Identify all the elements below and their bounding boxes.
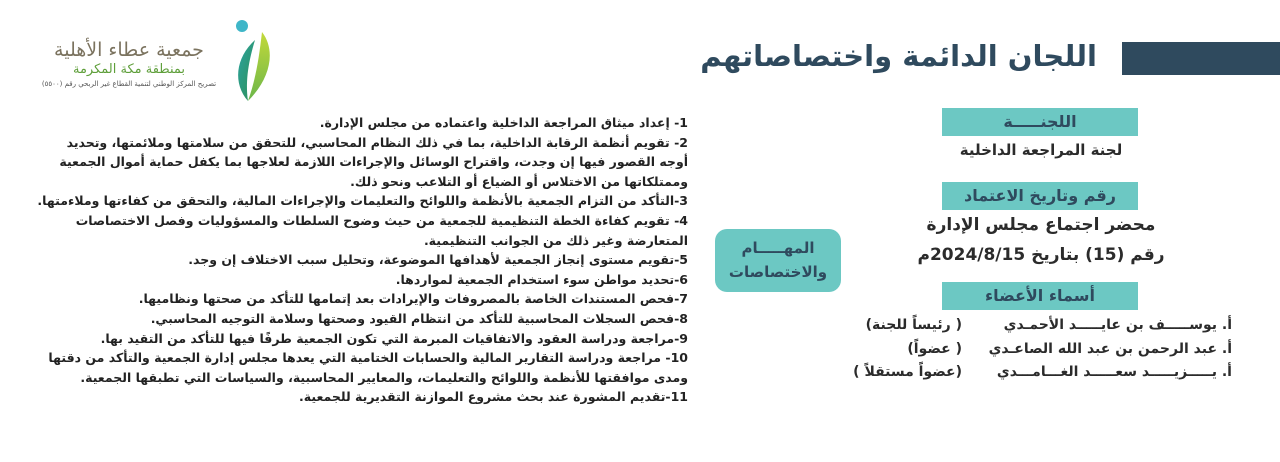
- task-line: وممتلكاتها من الاختلاس أو الضياع أو التلاعب ونحو ذلك.: [350, 173, 688, 189]
- task-line: 11-تقديم المشورة عند بحث مشروع الموازنة التقديرية للجمعية.: [299, 389, 688, 405]
- org-name: جمعية عطاء الأهلية: [54, 39, 204, 61]
- task-line: ومدى موافقتها للأنظمة واللوائح والتعليمات، والمعايير المحاسبية، والسياسات التي تطبقها الجمعية.: [80, 369, 688, 385]
- committee-label: اللجنـــــة: [942, 108, 1138, 136]
- task-line: 5-تقويم مستوى إنجاز الجمعية لأهدافها الموضوعة، وتحليل سبب الاختلاف إن وجد.: [188, 252, 688, 268]
- task-line: أوجه القصور فيها إن وجدت، واقتراح الوسائل والإجراءات اللازمة لعلاجها بما يكفل حماية أموال الجمعية: [59, 154, 688, 170]
- task-line: 10- مراجعة ودراسة التقارير المالية والحسابات الختامية التي يعدها مجلس إدارة الجمعية والتأكد من دقتها: [48, 350, 688, 366]
- page-title: اللجان الدائمة واختصاصاتهم: [700, 39, 1097, 73]
- leaf-logo-icon: [226, 18, 274, 104]
- tasks-list: [37, 113, 688, 407]
- tasks-label-line: والاختصاصات: [728, 263, 828, 281]
- member-role: ( عضواً): [907, 341, 962, 357]
- member-role: ( رئيساً للجنة): [865, 317, 962, 333]
- task-line: 3-التأكد من التزام الجمعية بالأنظمة واللوائح والتعليمات والإجراءات المالية، والتحقق من كفاءتها وملاءمتها.: [37, 193, 688, 209]
- member-name: أ. يوســـــف بن عايـــــد الأحمـدي: [1003, 317, 1232, 333]
- member-name: أ. عبد الرحمن بن عبد الله الصاعـدي: [988, 341, 1232, 357]
- task-line: 6-تحديد مواطن سوء استخدام الجمعية لمواردها.: [395, 271, 688, 287]
- task-line: المتعارضة وغير ذلك من الجوانب التنظيمية.: [423, 232, 688, 248]
- approval-label: رقم وتاريخ الاعتماد: [942, 182, 1138, 210]
- task-line: 9-مراجعة ودراسة العقود والاتفاقيات المبرمة التي تكون الجمعية طرفًا فيها للتأكد من التقيد بها.: [100, 330, 688, 346]
- header-accent-bar: [1122, 42, 1280, 75]
- tasks-label-pill: [715, 229, 841, 292]
- task-line: 1- إعداد ميثاق المراجعة الداخلية واعتماده من مجلس الإدارة.: [319, 115, 688, 130]
- members-label: أسماء الأعضاء: [942, 282, 1138, 310]
- approval-number-date: رقم (15) بتاريخ 2024/8/15م: [917, 245, 1165, 265]
- committee-name: لجنة المراجعة الداخلية: [959, 141, 1123, 159]
- task-line: 7-فحص المستندات الخاصة بالمصروفات والإيرادات بعد إتمامها للتأكد من صحتها ونظاميها.: [138, 291, 688, 307]
- org-region: بمنطقة مكة المكرمة: [72, 62, 186, 77]
- task-line: 2- تقويم أنظمة الرقابة الداخلية، بما في ذلك النظام المحاسبي، للتحقق من سلامتها وملائمتها، وتحديد: [66, 134, 688, 150]
- license-text: تصريح المركز الوطني لتنمية القطاع غير الربحي رقم (٥٥٠٠): [41, 80, 217, 88]
- task-line: 8-فحص السجلات المحاسبية للتأكد من انتظام القيود وصحتها وسلامة التوجيه المحاسبي.: [150, 310, 688, 326]
- member-name: أ. يـــــزيـــــد سعـــــد الغـــامـــدي: [996, 364, 1232, 380]
- approval-minutes: محضر اجتماع مجلس الإدارة: [926, 215, 1156, 235]
- member-role: (عضواً مستقلاً ): [853, 364, 962, 380]
- tasks-label-line: المهـــــام: [741, 239, 815, 257]
- task-line: 4- تقويم كفاءة الخطة التنظيمية للجمعية من حيث وضوح السلطات والمسؤوليات وفصل الاختصاصات: [75, 212, 688, 228]
